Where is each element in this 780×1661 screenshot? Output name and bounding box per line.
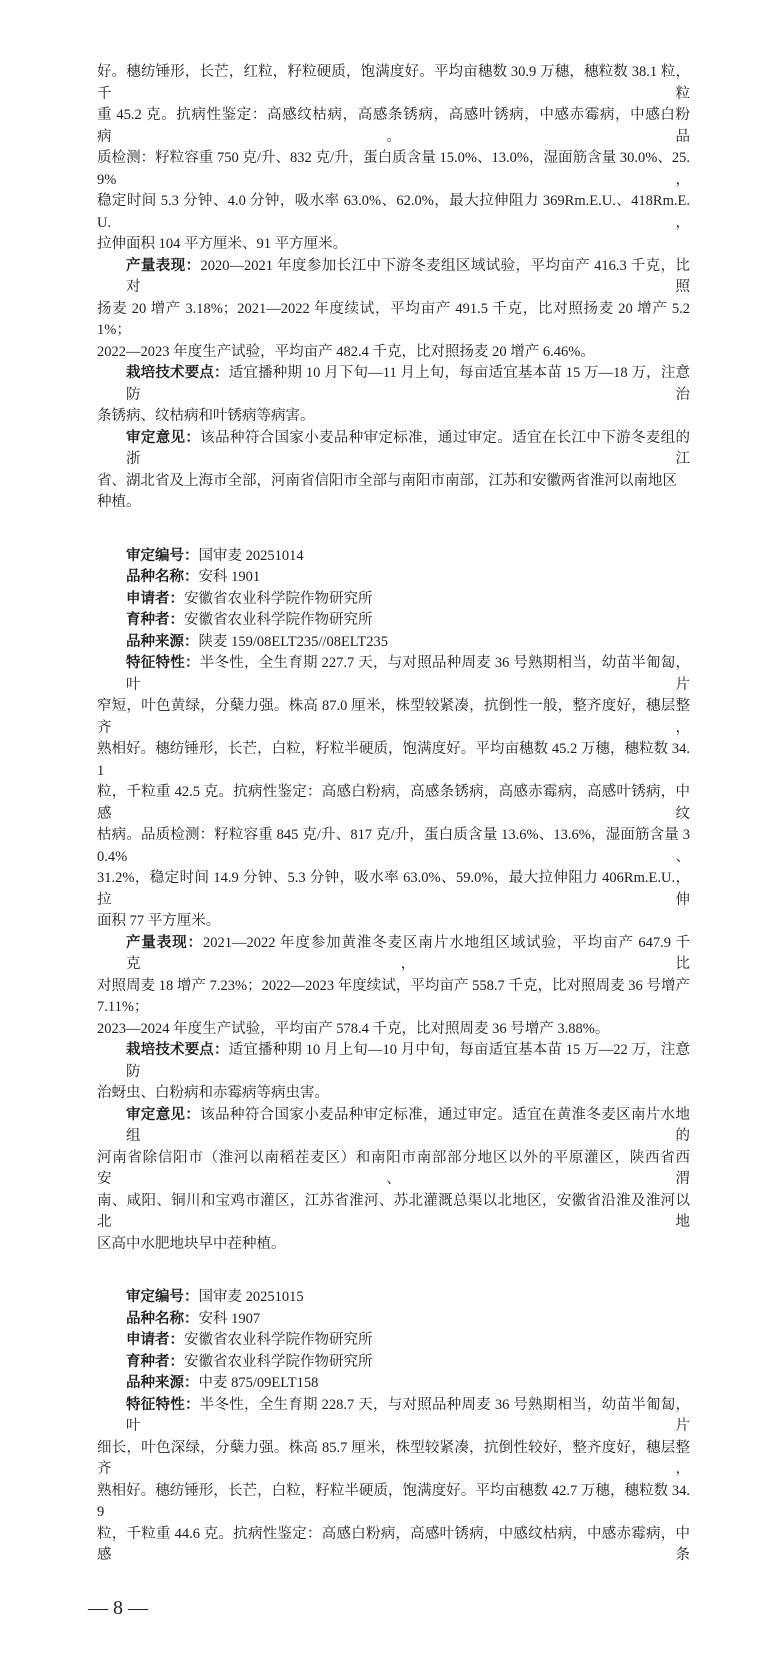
field-text: 2023—2024 年度生产试验，平均亩产 578.4 千克，比对照周麦 36 号增产 3.88%。 [97,1020,610,1037]
field-text: 治蚜虫、白粉病和赤霉病等病虫害。 [97,1085,329,1101]
field-text: 质检测：籽粒容重 750 克/升、832 克/升，蛋白质含量 15.0%、13.0%，湿面筋含量 30.0%、25.9%， [97,150,690,188]
field-label: 审定意见： [126,429,201,446]
text-line [97,1373,690,1395]
field-text: 枯病。品质检测：籽粒容重 845 克/升、817 克/升，蛋白质含量 13.6%、13.6%，湿面筋含量 30.4%、 [97,827,690,865]
text-line [97,148,690,191]
paragraph [97,428,690,514]
text-line [97,632,690,654]
paragraph [97,1330,690,1352]
paragraph [97,610,690,632]
text-line [97,546,690,568]
text-line [97,653,690,696]
variety-section-anke-1901 [97,546,690,1256]
field-text: 对照周麦 18 增产 7.23%；2022—2023 年度续试，平均亩产 558.7 千克，比对照周麦 36 号增产 7.11%； [97,977,690,1015]
paragraph [97,62,690,256]
text-line [97,1191,690,1234]
paragraph [97,256,690,364]
field-label: 品种名称： [126,569,199,585]
text-line [97,976,690,1019]
text-line [97,1040,690,1083]
field-text: 安科 1907 [198,1310,261,1327]
text-line [97,567,690,589]
field-text: 粒，千粒重 44.6 克。抗病性鉴定：高感白粉病，高感叶锈病，中感纹枯病，中感赤霉病，中感条 [97,1525,690,1563]
field-text: 2022—2023 年度生产试验，平均亩产 482.4 千克，比对照扬麦 20 增产 6.46%。 [97,343,595,360]
paragraph [97,933,690,1041]
field-label: 审定编号： [126,547,199,564]
text-line [97,234,690,256]
field-text: 熟相好。穗纺锤形，长芒，白粒，籽粒半硬质，饱满度好。平均亩穗数 42.7 万穗，穗粒数 34.9 [97,1482,690,1520]
field-text: 好。穗纺锤形，长芒，红粒，籽粒硬质，饱满度好。平均亩穗数 30.9 万穗，穗粒数 38.1 粒，千粒 [97,64,690,102]
field-text: 适宜播种期 10 月下旬—11 月上旬，每亩适宜基本苗 15 万—18 万，注意防治 [126,365,691,403]
field-label: 栽培技术要点： [126,1042,229,1058]
field-label: 审定编号： [126,1289,199,1305]
text-line [97,1234,690,1256]
text-line [97,1019,690,1041]
field-label: 产量表现： [126,257,201,274]
field-text: 安徽省农业科学院作物研究所 [184,1332,373,1348]
field-text: 半冬性，全生育期 227.7 天，与对照品种周麦 36 号熟期相当，幼苗半匍匐，叶片 [126,655,691,693]
field-label: 审定意见： [126,1106,201,1123]
text-line [97,1083,690,1105]
field-label: 育种者： [126,612,184,628]
field-text: 国审麦 20251015 [198,1289,304,1305]
paragraph [97,1352,690,1374]
field-text: 半冬性，全生育期 228.7 天，与对照品种周麦 36 号熟期相当，幼苗半匍匐，叶片 [126,1396,691,1434]
field-text: 适宜播种期 10 月上旬—10 月中旬，每亩适宜基本苗 15 万—22 万，注意防 [126,1042,691,1080]
field-label: 育种者： [126,1353,184,1370]
text-line [97,933,690,976]
field-label: 栽培技术要点： [126,365,229,381]
text-line [97,1352,690,1374]
field-text: 窄短，叶色黄绿，分蘖力强。株高 87.0 厘米，株型较紧凑，抗倒性一般，整齐度好，穗层整齐， [97,698,690,736]
paragraph [97,567,690,589]
text-line [97,589,690,611]
text-line [97,739,690,782]
text-line [97,1438,690,1481]
field-label: 特征特性： [126,1396,200,1413]
paragraph [97,1287,690,1309]
field-text: 安徽省农业科学院作物研究所 [184,590,373,607]
field-text: 河南省除信阳市（淮河以南稻茬麦区）和南阳市南部部分地区以外的平原灌区，陕西省西安、渭 [97,1149,690,1187]
text-line [97,911,690,933]
field-text: 安徽省农业科学院作物研究所 [184,1353,373,1370]
text-line [97,1309,690,1331]
field-text: 2020—2021 年度参加长江中下游冬麦组区域试验，平均亩产 416.3 千克，比对照 [126,257,690,295]
paragraph [97,1309,690,1331]
field-text: 面积 77 平方厘米。 [97,913,221,929]
text-line [97,62,690,105]
text-line [97,1148,690,1191]
field-text: 2021—2022 年度参加黄淮冬麦区南片水地组区域试验，平均亩产 647.9 千克，比 [126,934,690,972]
text-line [97,610,690,632]
field-text: 南、咸阳、铜川和宝鸡市灌区，江苏省淮河、苏北灌溉总渠以北地区，安徽省沿淮及淮河以北地 [97,1192,690,1230]
text-line [97,105,690,148]
field-text: 稳定时间 5.3 分钟、4.0 分钟，吸水率 63.0%、62.0%，最大拉伸阻力 369Rm.E.U.、418Rm.E.U.， [97,193,690,231]
text-line [97,825,690,868]
field-text: 省、湖北省及上海市全部，河南省信阳市全部与南阳市南部，江苏和安徽两省淮河以南地区种植。 [97,472,677,510]
paragraph [97,1373,690,1395]
paragraph [97,546,690,568]
text-line [97,256,690,299]
paragraph [97,653,690,933]
text-line [97,868,690,911]
field-text: 安徽省农业科学院作物研究所 [184,612,373,628]
field-text: 熟相好。穗纺锤形，长芒，白粒，籽粒半硬质，饱满度好。平均亩穗数 45.2 万穗，穗粒数 34.1 [97,741,690,779]
field-text: 国审麦 20251014 [198,547,304,564]
field-label: 申请者： [126,1332,184,1348]
field-text: 扬麦 20 增产 3.18%；2021—2022 年度续试，平均亩产 491.5 千克，比对照扬麦 20 增产 5.21%； [97,300,690,338]
paragraph [97,589,690,611]
text-line [97,471,690,514]
field-label: 品种来源： [126,633,199,650]
text-line [97,1330,690,1352]
paragraph [97,1395,690,1567]
field-text: 31.2%，稳定时间 14.9 分钟、5.3 分钟，吸水率 63.0%、59.0%，最大拉伸阻力 406Rm.E.U.，拉伸 [97,870,690,908]
variety-section-anke-1907 [97,1287,690,1567]
field-text: 条锈病、纹枯病和叶锈病等病害。 [97,408,315,424]
text-line [97,1105,690,1148]
field-text: 陕麦 159/08ELT235//08ELT235 [198,633,388,650]
field-label: 申请者： [126,590,184,607]
paragraph [97,1040,690,1105]
field-text: 该品种符合国家小麦品种审定标准，通过审定。适宜在长江中下游冬麦组的浙江 [126,429,691,467]
field-text: 粒，千粒重 42.5 克。抗病性鉴定：高感白粉病，高感条锈病，高感赤霉病，高感叶锈病，中感纹 [97,784,690,822]
paragraph [97,632,690,654]
field-label: 品种名称： [126,1310,199,1327]
field-text: 细长，叶色深绿，分蘖力强。株高 85.7 厘米，株型较紧凑，抗倒性较好，整齐度好，穗层整齐， [97,1439,690,1477]
paragraph [97,363,690,428]
text-line [97,363,690,406]
field-label: 产量表现： [126,934,203,951]
variety-section-continued [97,62,690,514]
field-text: 重 45.2 克。抗病性鉴定：高感纹枯病，高感条锈病，高感叶锈病，中感赤霉病，中感白粉病。品 [97,107,690,145]
text-line [97,342,690,364]
field-text: 区高中水肥地块早中茬种植。 [97,1235,286,1252]
text-line [97,191,690,234]
field-text: 安科 1901 [198,569,261,585]
paragraph [97,1105,690,1256]
text-line [97,406,690,428]
text-line [97,696,690,739]
text-line [97,428,690,471]
field-label: 品种来源： [126,1375,199,1391]
text-line [97,299,690,342]
field-label: 特征特性： [126,655,200,671]
field-text: 该品种符合国家小麦品种审定标准，通过审定。适宜在黄淮冬麦区南片水地组的 [126,1106,691,1144]
text-line [97,1481,690,1524]
text-line [97,1287,690,1309]
field-text: 中麦 875/09ELT158 [198,1375,319,1391]
text-line [97,782,690,825]
field-text: 拉伸面积 104 平方厘米、91 平方厘米。 [97,236,348,252]
page-number: — 8 — [88,1596,148,1619]
text-line [97,1524,690,1567]
text-line [97,1395,690,1438]
